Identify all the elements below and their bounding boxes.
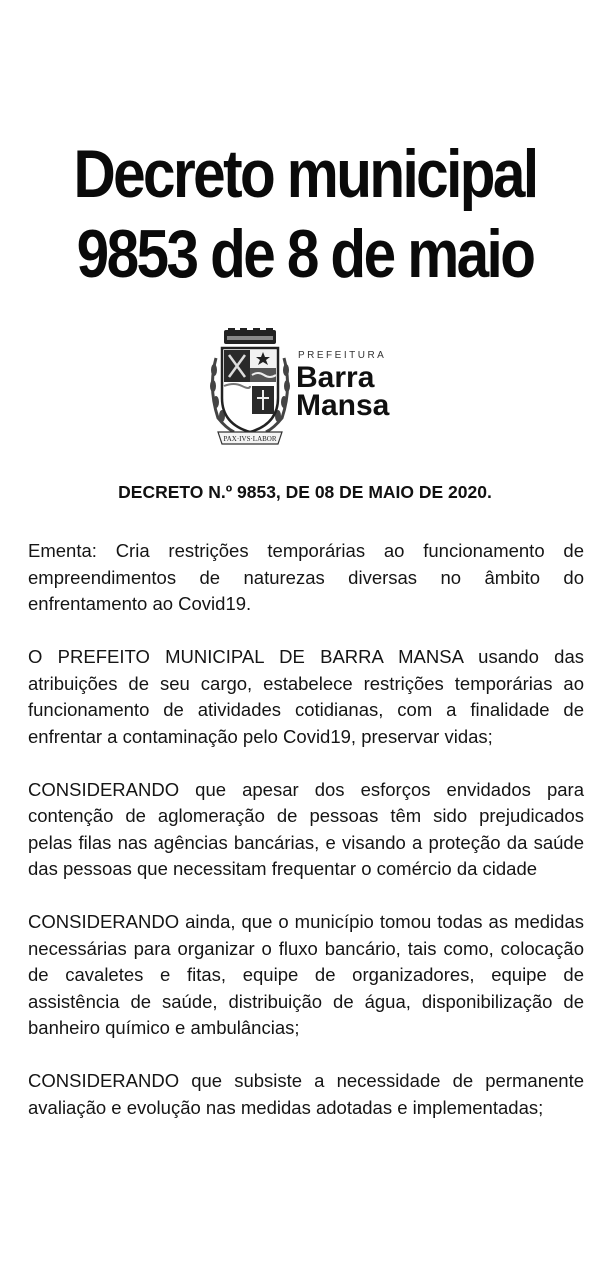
headline-line-2: 9853 de 8 de maio: [76, 215, 534, 292]
city-coat-of-arms-icon: [208, 328, 292, 448]
logo-city-name: [296, 361, 390, 422]
paragraph-considerando-1: CONSIDERANDO que apesar dos esforços envidados para contenção de aglomeração de pessoas têm sido prejudicados pelas filas nas agências bancárias, e visando a proteção da saúde das pessoas que necessitam frequentar o comércio da cidade: [28, 778, 584, 879]
paragraph-considerando-3: CONSIDERANDO que subsiste a necessidade de permanente avaliação e evolução nas medidas adotadas e implementadas;: [28, 1070, 584, 1118]
logo-city-name-line-2: Mansa: [296, 389, 390, 422]
paragraph-prefeito: O PREFEITO MUNICIPAL DE BARRA MANSA usando das atribuições de seu cargo, estabelece restrições temporárias ao funcionamento de atividades cotidianas, com a finalidade de enfrentar a contaminação pelo Covid19, preservar vidas;: [28, 646, 584, 747]
headline: [43, 134, 568, 294]
logo-motto: PAX·IVS·LABOR: [223, 435, 277, 443]
decree-body: [28, 538, 584, 1148]
paragraph-considerando-2: CONSIDERANDO ainda, que o município tomou todas as medidas necessárias para organizar o fluxo bancário, tais como, colocação de cavaletes e fitas, equipe de organizadores, equipe de assistência de saúde, distribuição de água, disponibilização de banheiro químico e ambulâncias;: [28, 911, 584, 1038]
headline-line-1: Decreto municipal: [73, 135, 537, 212]
prefeitura-logo: [208, 328, 408, 448]
paragraph-ementa: Ementa: Cria restrições temporárias ao funcionamento de empreendimentos de naturezas diversas no âmbito do enfrentamento ao Covid19.: [28, 540, 584, 614]
decree-title: DECRETO N.º 9853, DE 08 DE MAIO DE 2020.: [118, 482, 492, 502]
logo-city-name-line-1: Barra: [296, 361, 375, 394]
logo-prefeitura-label: PREFEITURA: [298, 350, 387, 361]
